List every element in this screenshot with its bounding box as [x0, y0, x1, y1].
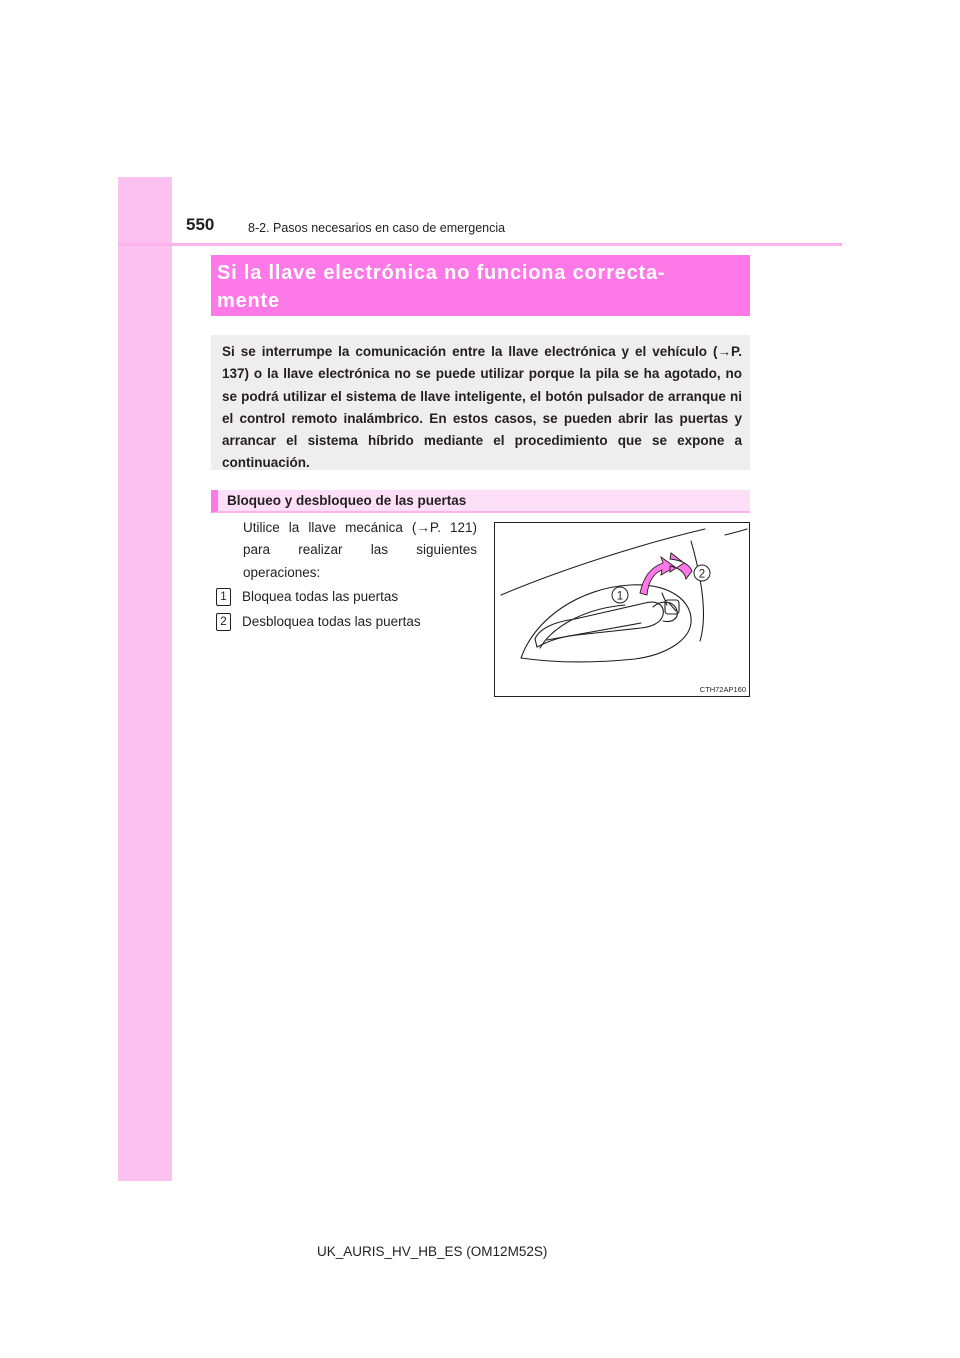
callout-1: 1 — [616, 590, 624, 603]
intro-text: Si se interrumpe la comunicación entre la llave electrónica y el vehículo (→P. 137) o la llave electrónica no se puede utilizar porque la pila se ha agotado, no se podrá utilizar el sistema de llave inteligente, el botón pulsador de arranque ni el control remoto inalámbrico. En estos casos, se pueden abrir las puertas y arrancar el sistema híbrido mediante el procedimiento que se expone a continuación. — [222, 344, 742, 471]
door-handle-illustration — [495, 523, 749, 696]
door-handle-figure — [494, 522, 750, 697]
subsection-header: Bloqueo y desbloqueo de las puertas — [211, 490, 750, 513]
figure-code: CTH72AP160 — [699, 685, 746, 694]
number-badge: 1 — [216, 588, 231, 606]
list-item — [216, 587, 398, 607]
header-rule — [118, 243, 842, 246]
title-line-2: mente — [217, 290, 280, 312]
section-title: 8-2. Pasos necesarios en caso de emergencia — [248, 221, 506, 235]
footer-model-code: UK_AURIS_HV_HB_ES (OM12M52S) — [317, 1244, 548, 1259]
callout-2: 2 — [698, 568, 706, 581]
title-line-1: Si la llave electrónica no funciona correcta- — [217, 262, 666, 284]
list-item — [216, 612, 421, 632]
side-tab — [118, 177, 172, 1181]
list-item-text: Desbloquea todas las puertas — [242, 614, 421, 629]
page-title — [211, 255, 750, 316]
list-item-text: Bloquea todas las puertas — [242, 589, 399, 604]
page-number: 550 — [186, 215, 215, 234]
intro-box — [211, 335, 750, 470]
body-text: Utilice la llave mecánica (→P. 121) para realizar las siguientes operaciones: — [243, 520, 477, 580]
number-badge: 2 — [216, 613, 231, 631]
